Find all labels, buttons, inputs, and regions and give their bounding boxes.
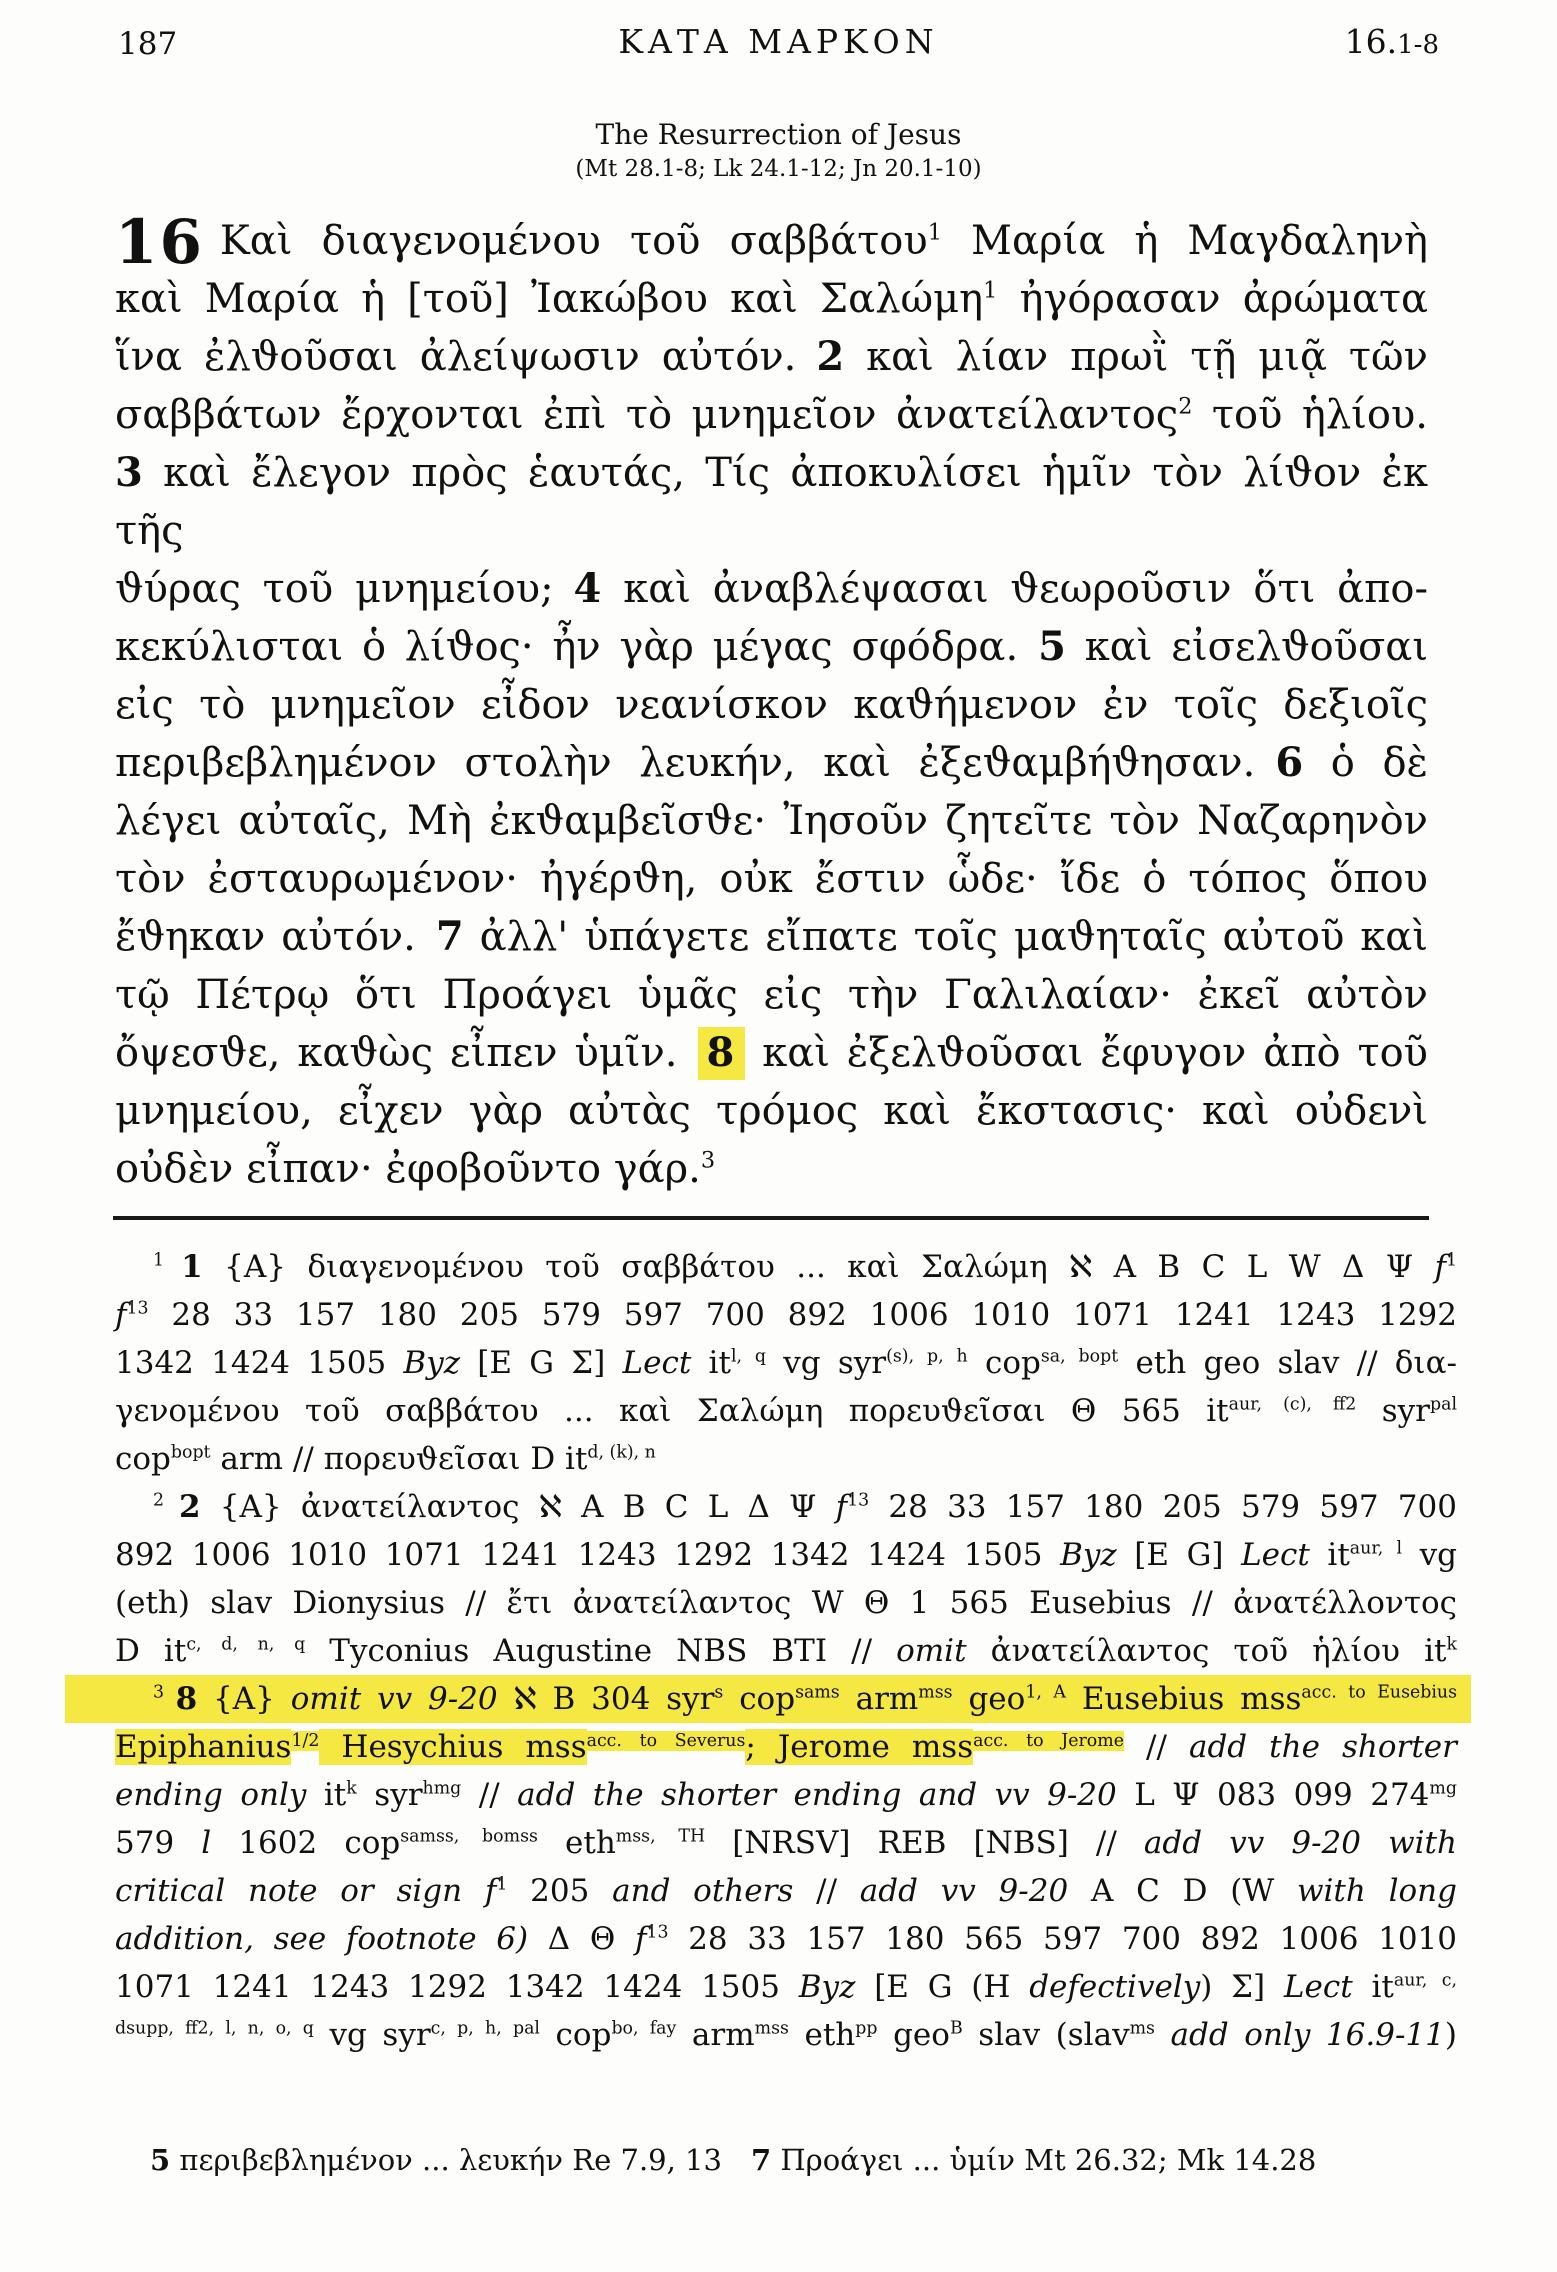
- text-run: ἔϑηκαν αὐτόν.: [115, 914, 436, 960]
- superscript-marker: sams: [795, 1682, 840, 1703]
- text-run: τοῦ ἡλίου.: [1192, 392, 1428, 438]
- text-line: [115, 2011, 1457, 2059]
- text-run: 28 33 157 180 205 579 597 700: [869, 1489, 1457, 1525]
- text-run: arm // πορευϑεῖσαι D it: [210, 1441, 588, 1477]
- text-line: [115, 1963, 1457, 2011]
- superscript-marker: 1/2: [291, 1730, 320, 1751]
- text-run: geo: [877, 2017, 950, 2053]
- text-run: σαββάτων ἔρχονται ἐπὶ τὸ μνημεῖον ἀνατείλαντος: [115, 392, 1179, 438]
- superscript-marker: c, d, n, q: [186, 1634, 306, 1655]
- text-run: [NRSV] REB [NBS] //: [705, 1825, 1144, 1861]
- text-run: {A} διαγενομένου τοῦ σαββάτου ... καὶ Σαλώμη ℵ A B C L W Δ Ψ: [202, 1249, 1435, 1285]
- superscript-marker: 1: [496, 1874, 508, 1895]
- verse-number: 3: [115, 449, 143, 496]
- text-line: [115, 1627, 1457, 1675]
- text-run: ἵνα ἐλϑοῦσαι ἀλείψωσιν αὐτόν.: [115, 334, 817, 380]
- chapter-number: 16: [115, 207, 204, 278]
- text-run: ) Σ]: [1200, 1969, 1284, 2005]
- text-run: Lect: [1241, 1537, 1310, 1573]
- text-run: //: [793, 1873, 860, 1909]
- verse-number: 2: [178, 1489, 201, 1525]
- text-run: defectively: [1029, 1969, 1201, 2005]
- verse-number: 5: [1038, 623, 1066, 670]
- text-run: ending only: [115, 1777, 307, 1813]
- text-line: [115, 1771, 1457, 1819]
- text-run: {A}: [197, 1681, 291, 1717]
- superscript-marker: hmg: [422, 1778, 462, 1799]
- verse-number: 5: [150, 2143, 171, 2177]
- text-line: [115, 386, 1428, 444]
- text-run: add vv 9-20 with: [1143, 1825, 1457, 1861]
- text-run: ὄψεσϑε, καϑὼς εἶπεν ὑμῖν.: [115, 1030, 698, 1076]
- superscript-marker: mss: [754, 2018, 789, 2039]
- superscript-marker: (s), p, h: [886, 1346, 968, 1367]
- text-line: [115, 270, 1428, 328]
- text-run: Byz: [1060, 1537, 1117, 1573]
- text-run: (eth) slav Dionysius // ἔτι ἀνατείλαντος W Θ 1 565 Eusebius // ἀνατέλλοντος: [115, 1585, 1457, 1621]
- text-run: add the shorter ending and vv 9-20: [517, 1777, 1117, 1813]
- text-line: [115, 1291, 1457, 1339]
- text-run: omit: [896, 1633, 967, 1669]
- text-line: [115, 1723, 1457, 1771]
- text-run: Byz: [403, 1345, 461, 1381]
- text-run: and others: [612, 1873, 794, 1909]
- text-run: καὶ εἰσελϑοῦσαι: [1066, 624, 1428, 670]
- superscript-marker: 2: [1178, 393, 1193, 420]
- text-run: syr: [1356, 1393, 1430, 1429]
- text-line: [150, 2140, 1450, 2180]
- text-line: [115, 444, 1428, 560]
- text-run: Byz: [798, 1969, 856, 2005]
- text-run: Προάγει ... ὑμίν Mt 26.32; Mk 14.28: [771, 2143, 1317, 2177]
- text-run: ℵ B 304 syr: [497, 1681, 715, 1717]
- superscript-marker: pal: [1429, 1394, 1457, 1415]
- superscript-marker: acc. to Severus: [586, 1730, 746, 1751]
- superscript-marker: 13: [126, 1298, 149, 1319]
- text-run: ϑύρας τοῦ μνημείου;: [115, 566, 574, 612]
- text-run: f: [1434, 1249, 1446, 1285]
- superscript-marker: 1: [1445, 1250, 1457, 1271]
- text-run: εἰς τὸ μνημεῖον εἶδον νεανίσκον καϑήμενον ἐν τοῖς δεξιοῖς: [115, 682, 1428, 728]
- superscript-marker: 3: [700, 1147, 716, 1174]
- verse-number: 7: [750, 2143, 772, 2177]
- superscript-marker: 3: [153, 1682, 176, 1703]
- verse-number: 8: [175, 1681, 198, 1717]
- verse-number: 7: [435, 913, 464, 960]
- text-run: f: [484, 1873, 497, 1909]
- text-line: [115, 908, 1428, 966]
- text-run: D it: [115, 1633, 187, 1669]
- text-run: 1602 cop: [211, 1825, 401, 1861]
- text-run: eth: [537, 1825, 616, 1861]
- text-run: ἀλλ' ὑπάγετε εἴπατε τοῖς μαϑηταῖς αὐτοῦ καὶ: [463, 914, 1428, 960]
- text-run: ὁ δὲ: [1303, 740, 1428, 786]
- superscript-marker: aur, (c), ff2: [1228, 1394, 1357, 1415]
- greek-body-text: [115, 207, 1428, 1198]
- superscript-marker: 13: [847, 1490, 870, 1511]
- text-run: cop: [723, 1681, 796, 1717]
- text-line: [115, 734, 1428, 792]
- text-run: 205: [507, 1873, 613, 1909]
- superscript-marker: l, q: [730, 1346, 767, 1367]
- text-run: τῷ Πέτρῳ ὅτι Προάγει ὑμᾶς εἰς τὴν Γαλιλαίαν· ἐκεῖ αὐτὸν: [115, 972, 1428, 1018]
- superscript-marker: aur, c,: [1393, 1970, 1457, 1991]
- critical-apparatus: [115, 1243, 1457, 2059]
- text-run: add only 16.9-11: [1170, 2017, 1445, 2053]
- text-line: [115, 207, 1428, 278]
- text-line: [115, 792, 1428, 850]
- superscript-marker: mss, TH: [615, 1826, 706, 1847]
- superscript-marker: acc. to Eusebius: [1301, 1682, 1458, 1703]
- apparatus-divider-rule: [113, 1216, 1429, 1220]
- text-run: f: [835, 1489, 848, 1525]
- text-run: περιβεβλημένον στολὴν λευκήν, καὶ ἐξεϑαμβήϑησαν.: [115, 740, 1276, 786]
- superscript-marker: 2: [153, 1490, 179, 1511]
- text-line: [115, 1867, 1457, 1915]
- text-run: vg: [1402, 1537, 1457, 1573]
- text-run: addition, see footnote 6): [115, 1921, 529, 1957]
- text-line: [115, 966, 1428, 1024]
- superscript-marker: mss: [918, 1682, 953, 1703]
- text-run: eth: [788, 2017, 856, 2053]
- text-run: 28 33 157 180 565 597 700 892 1006 1010: [668, 1921, 1457, 1957]
- text-run: A C D (W: [1068, 1873, 1297, 1909]
- text-run: it: [691, 1345, 731, 1381]
- text-run: [E G]: [1116, 1537, 1242, 1573]
- text-run: 1342 1424 1505: [115, 1345, 404, 1381]
- text-run: καὶ ἀναβλέψασαι ϑεωροῦσιν ὅτι ἀπο-: [601, 566, 1428, 612]
- text-run: f: [115, 1297, 127, 1333]
- text-line: [65, 1675, 1471, 1723]
- superscript-marker: samss, bomss: [400, 1826, 538, 1847]
- text-run: 892 1006 1010 1071 1241 1243 1292 1342 1424 1505: [115, 1537, 1061, 1573]
- text-line: [115, 1339, 1457, 1387]
- text-run: arm: [676, 2017, 755, 2053]
- text-run: Δ Θ: [528, 1921, 635, 1957]
- superscript-marker: ms: [1129, 2018, 1155, 2039]
- text-run: cop: [115, 1441, 171, 1477]
- text-run: critical note or sign: [115, 1873, 463, 1909]
- text-run: l: [201, 1825, 212, 1861]
- passage-verses: 1-8: [1397, 30, 1439, 60]
- text-line: [115, 1579, 1457, 1627]
- text-run: ἠγόρασαν ἀρώματα: [997, 276, 1428, 322]
- text-run: it: [1352, 1969, 1394, 2005]
- text-line: [115, 850, 1428, 908]
- superscript-marker: bopt: [170, 1442, 211, 1463]
- text-run: add the shorter: [1188, 1729, 1457, 1765]
- superscript-marker: c, p, h, pal: [430, 2018, 540, 2039]
- text-run: eth geo slav // δια-: [1118, 1345, 1457, 1381]
- superscript-marker: acc. to Jerome: [973, 1730, 1124, 1751]
- superscript-marker: 1: [153, 1250, 182, 1271]
- text-run: {A} ἀνατείλαντος ℵ A B C L Δ Ψ: [200, 1489, 836, 1525]
- text-run: //: [461, 1777, 518, 1813]
- text-run: Μαρία ἡ Μαγδαληνὴ: [941, 218, 1428, 264]
- superscript-marker: 1: [983, 277, 998, 304]
- text-run: γενομένου τοῦ σαββάτου ... καὶ Σαλώμη πορευϑεῖσαι Θ 565 it: [115, 1393, 1229, 1429]
- text-run: Lect: [622, 1345, 692, 1381]
- verse-number: 4: [573, 565, 602, 612]
- superscript-marker: d, (k), n: [587, 1442, 656, 1463]
- text-run: [462, 1873, 485, 1909]
- highlighted-text: ; Jerome mss: [745, 1729, 974, 1765]
- text-run: [1155, 2017, 1171, 2053]
- pericope-title: The Resurrection of Jesus: [595, 118, 962, 151]
- text-line: [115, 1082, 1428, 1140]
- text-run: Tyconius Augustine NBS BTI //: [305, 1633, 897, 1669]
- cross-references: [150, 2140, 1450, 2180]
- text-line: [115, 328, 1428, 386]
- highlighted-verse-number: 8: [698, 1027, 746, 1080]
- text-line: [115, 1024, 1428, 1082]
- text-line: [115, 1435, 1457, 1483]
- text-run: ἀνατείλαντος τοῦ ἡλίου it: [966, 1633, 1447, 1669]
- text-line: [115, 1387, 1457, 1435]
- text-run: Eusebius mss: [1065, 1681, 1302, 1717]
- text-run: [E G (H: [855, 1969, 1030, 2005]
- superscript-marker: sa, bopt: [1040, 1346, 1119, 1367]
- text-line: [115, 1483, 1457, 1531]
- text-run: καὶ ἔλεγον πρὸς ἑαυτάς, Τίς ἀποκυλίσει ἡμῖν τὸν λίϑον ἐκ τῆς: [115, 450, 1428, 554]
- superscript-marker: k: [1446, 1634, 1457, 1655]
- text-run: καὶ ἐξελϑοῦσαι ἔφυγον ἀπὸ τοῦ: [745, 1030, 1428, 1076]
- text-run: cop: [967, 1345, 1041, 1381]
- superscript-marker: 13: [646, 1922, 669, 1943]
- superscript-marker: 1: [927, 219, 942, 246]
- text-run: omit vv 9-20: [290, 1681, 498, 1717]
- text-line: [115, 1531, 1457, 1579]
- text-run: οὐδὲν εἶπαν· ἐφοβοῦντο γάρ.: [115, 1146, 701, 1192]
- page-number: 187: [118, 26, 178, 62]
- verse-number: 6: [1275, 739, 1304, 786]
- text-run: τὸν ἐσταυρωμένον· ἠγέρϑη, οὐκ ἔστιν ὧδε· ἴδε ὁ τόπος ὅπου: [115, 856, 1428, 902]
- text-line: [115, 1243, 1457, 1291]
- text-run: it: [306, 1777, 347, 1813]
- highlighted-text: Hesychius mss: [319, 1729, 587, 1765]
- passage-reference: [1345, 22, 1439, 61]
- text-run: Lect: [1283, 1969, 1353, 2005]
- superscript-marker: B: [949, 2018, 963, 2039]
- parallel-references: (Mt 28.1-8; Lk 24.1-12; Jn 20.1-10): [575, 156, 982, 182]
- text-run: καὶ λίαν πρωῒ τῇ μιᾷ τῶν: [844, 334, 1428, 380]
- running-title: ΚΑΤΑ ΜΑΡΚΟΝ: [618, 22, 939, 61]
- text-run: cop: [539, 2017, 612, 2053]
- text-run: vg syr: [313, 2017, 431, 2053]
- text-run: add vv 9-20: [859, 1873, 1069, 1909]
- superscript-marker: s: [714, 1682, 724, 1703]
- text-line: [115, 1819, 1457, 1867]
- text-run: f: [634, 1921, 647, 1957]
- text-run: geo: [952, 1681, 1026, 1717]
- verse-number: 2: [816, 333, 845, 380]
- superscript-marker: k: [346, 1778, 357, 1799]
- text-run: vg syr: [766, 1345, 887, 1381]
- superscript-marker: aur, l: [1349, 1538, 1403, 1559]
- superscript-marker: mg: [1429, 1778, 1457, 1799]
- superscript-marker: 1, A: [1025, 1682, 1066, 1703]
- text-line: [115, 1140, 1428, 1198]
- text-run: arm: [839, 1681, 919, 1717]
- text-line: [115, 618, 1428, 676]
- text-line: [115, 560, 1428, 618]
- verse-number: 1: [181, 1249, 203, 1285]
- text-run: L Ψ 083 099 274: [1116, 1777, 1430, 1813]
- text-run: syr: [356, 1777, 423, 1813]
- text-run: with long: [1296, 1873, 1457, 1909]
- text-run: ): [1444, 2017, 1457, 2053]
- text-run: κεκύλισται ὁ λίϑος· ἦν γὰρ μέγας σφόδρα.: [115, 624, 1039, 670]
- highlighted-text: Epiphanius: [115, 1729, 292, 1765]
- text-run: slav (slav: [962, 2017, 1130, 2053]
- text-run: it: [1309, 1537, 1350, 1573]
- text-run: λέγει αὐταῖς, Μὴ ἐκϑαμβεῖσϑε· Ἰησοῦν ζητεῖτε τὸν Ναζαρηνὸν: [115, 798, 1428, 844]
- text-run: περιβεβλημένον ... λευκήν Re 7.9, 13: [170, 2143, 751, 2177]
- superscript-marker: pp: [855, 2018, 878, 2039]
- text-run: //: [1124, 1729, 1189, 1765]
- text-run: 28 33 157 180 205 579 597 700 892 1006 1010 1071 1241 1243 1292: [148, 1297, 1457, 1333]
- text-run: 1071 1241 1243 1292 1342 1424 1505: [115, 1969, 799, 2005]
- superscript-marker: dsupp, ff2, l, n, o, q: [115, 2018, 314, 2039]
- text-run: μνημείου, εἶχεν γὰρ αὐτὰς τρόμος καὶ ἔκστασις· καὶ οὐδενὶ: [115, 1088, 1428, 1134]
- superscript-marker: bo, fay: [611, 2018, 677, 2039]
- text-run: καὶ Μαρία ἡ [τοῦ] Ἰακώβου καὶ Σαλώμη: [115, 276, 984, 322]
- text-line: [115, 1915, 1457, 1963]
- text-run: 579: [115, 1825, 202, 1861]
- passage-chapter: 16.: [1344, 22, 1398, 61]
- text-run: [E G Σ]: [460, 1345, 623, 1381]
- text-line: [115, 676, 1428, 734]
- text-run: Καὶ διαγενομένου τοῦ σαββάτου: [219, 218, 928, 264]
